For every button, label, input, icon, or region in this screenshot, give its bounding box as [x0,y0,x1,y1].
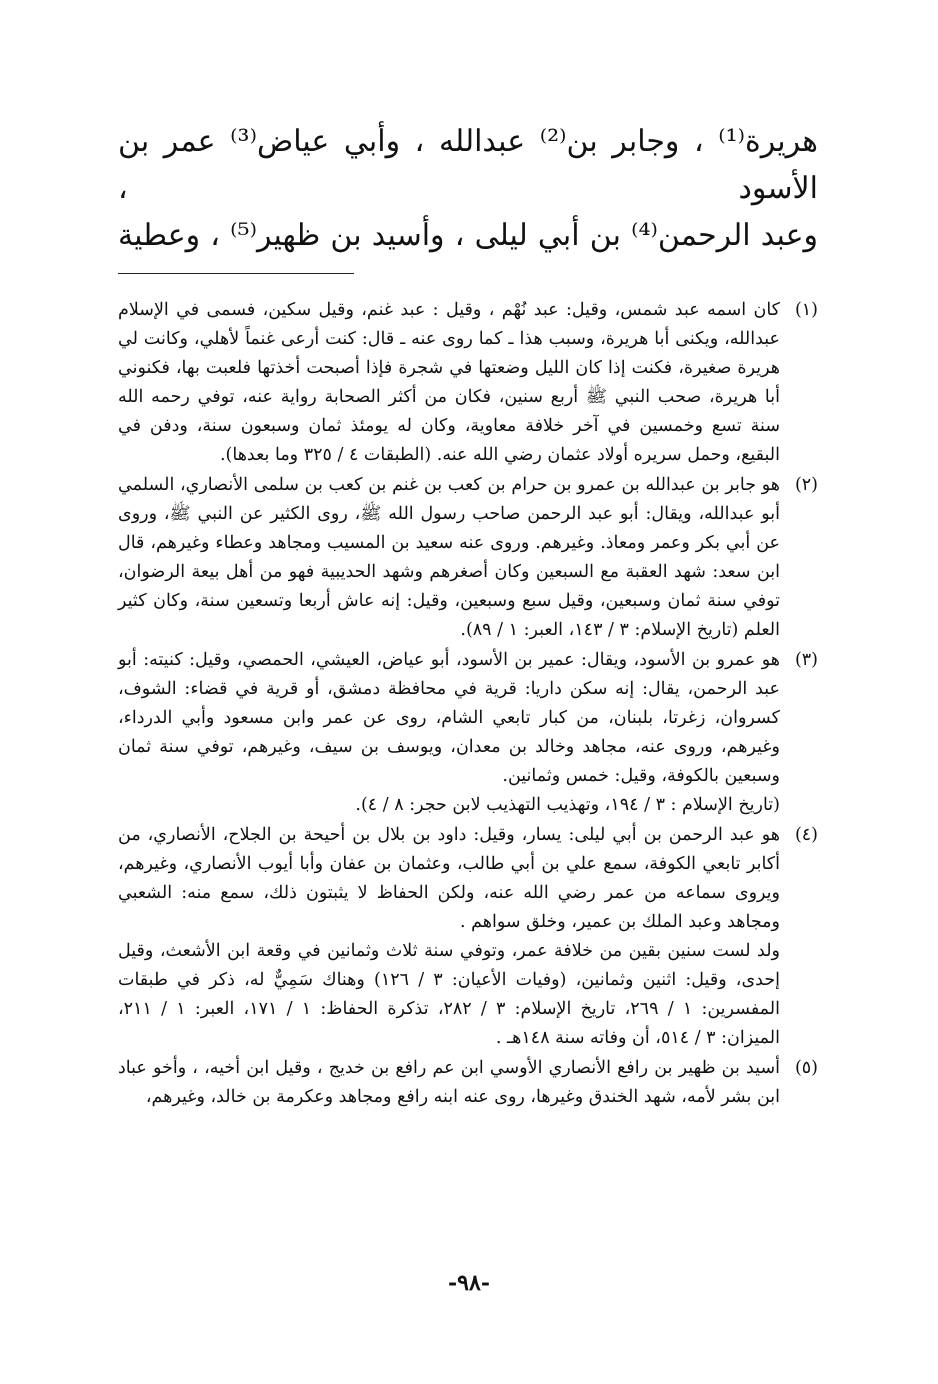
main-text-line-1: هريرة⁽¹⁾ ، وجابر بن⁽²⁾ عبدالله ، وأبي عياض⁽³⁾ عمر بن الأسود ، [118,124,819,206]
footnote-4 [118,821,818,1053]
footnote-text: هو عمرو بن الأسود، ويقال: عمير بن الأسود، أبو عياض، العيشي، الحمصي، وقيل: كنيته: أبو عبد الرحمن، يقال: إنه سكن داريا: قرية في محافظة دمشق، أو قرية في قضاء: الشوف، كسروان، زغرتا، بلبنان، من كبار تابعي الشام، روى عن عمر وابن مسعود وأبي الدرداء، وغيرهم، وروى عنه، مجاهد وخالد بن معدان، ويوسف بن سيف، وغيرهم، توفي سنة ثمان وسبعين بالكوفة، وقيل: خمس وثمانين. [118,650,780,786]
footnote-text: هو عبد الرحمن بن أبي ليلى: يسار، وقيل: داود بن بلال بن أحيحة بن الجلاح، الأنصاري، من أكابر تابعي الكوفة، سمع علي بن أبي طالب، وعثمان بن عفان وأبا أيوب الأنصاري، وغيرهم، ويروى سماعه من عمر رضي الله عنه، ولكن الحفاظ لا يثبتون ذلك، سمع منه: الشعبي ومجاهد وعبد الملك بن عمير، وخلق سواهم . [118,825,780,932]
footnote-text: هو جابر بن عبدالله بن عمرو بن حرام بن كعب بن غنم بن كعب بن سلمى الأنصاري، السلمي أبو عبدالله، ويقال: أبو عبد الرحمن صاحب رسول الله ﷺ، روى الكثير عن النبي ﷺ، وروى عن أبي بكر وعمر ومعاذ. وغيرهم. وروى عنه سعيد بن المسيب ومجاهد وعطاء وغيرهم، قال ابن سعد: شهد العقبة مع السبعين وكان أصغرهم وشهد الحديبية فهو من أهل بيعة الرضوان، توفي سنة ثمان وسبعين، وقيل سبع وسبعين، وقيل: إنه عاش أربعا وتسعين سنة، وكان كثير العلم (تاريخ الإسلام: ٣ / ١٤٣، العبر: ١ / ٨٩). [118,475,780,640]
footnotes [118,296,818,1112]
footnote-continuation: ولد لست سنين بقين من خلافة عمر، وتوفي سنة ثلاث وثمانين في وقعة ابن الأشعث، وقيل إحدى، وقيل: اثنين وثمانين، (وفيات الأعيان: ٣ / ١٢٦) وهناك سَمِيٌّ له، ذكر في طبقات المفسرين: ١ / ٢٦٩، تاريخ الإسلام: ٣ / ٢٨٢، تذكرة الحفاظ: ١ / ١٧١، العبر: ١ / ٢١١، الميزان: ٣ / ٥١٤، أن وفاته سنة ١٤٨هـ . [118,941,781,1048]
footnote-text: كان اسمه عبد شمس، وقيل: عبد نُهْم ، وقيل : عبد غنم، وقيل سكين، فسمى في الإسلام عبدالله، ويكنى أبا هريرة، وسبب هذا ـ كما روى عنه ـ قال: كنت أرعى غنماً لأهلي، وكانت لي هريرة صغيرة، فكنت إذا كان الليل وضعتها في شجرة فإذا أصبحت أخذتها فلعبت بها، فكنوني أبا هريرة، صحب النبي ﷺ أربع سنين، فكان من أكثر الصحابة رواية عنه، توفي رحمه الله سنة تسع وخمسين في آخر خلافة معاوية، وكان له يومئذ ثمان وسبعون سنة، ودفن في البقيع، وحمل سريره أولاد عثمان رضي الله عنه. (الطبقات ٤ / ٣٢٥ وما بعدها). [118,300,780,465]
page-number: -٩٨- [448,1270,490,1296]
footnote-divider [118,273,354,274]
footnote-number: (٤) [794,825,818,845]
page-body [118,118,818,1358]
footnote-number: (١) [794,300,818,320]
footnote-reference: (تاريخ الإسلام : ٣ / ١٩٤، وتهذيب التهذيب لابن حجر: ٨ / ٤). [355,795,780,815]
footnote-1 [118,296,818,470]
footnote-number: (٣) [794,650,818,670]
footnote-2 [118,471,818,645]
footnote-number: (٥) [794,1058,818,1078]
footnote-3 [118,646,818,820]
main-text-line-2: وعبد الرحمن⁽⁴⁾ بن أبي ليلى ، وأسيد بن ظهير⁽⁵⁾ ، وعطية [118,218,818,253]
footnote-number: (٢) [794,475,818,495]
footnote-text: أسيد بن ظهير بن رافع الأنصاري الأوسي ابن عم رافع بن خديج ، وقيل ابن أخيه، ، وأخو عباد ابن بشر لأمه، شهد الخندق وغيرها، روى عنه ابنه رافع ومجاهد وعكرمة بن خالد، وغيرهم، [118,1058,780,1107]
footnote-5 [118,1054,818,1112]
main-text [118,118,818,259]
